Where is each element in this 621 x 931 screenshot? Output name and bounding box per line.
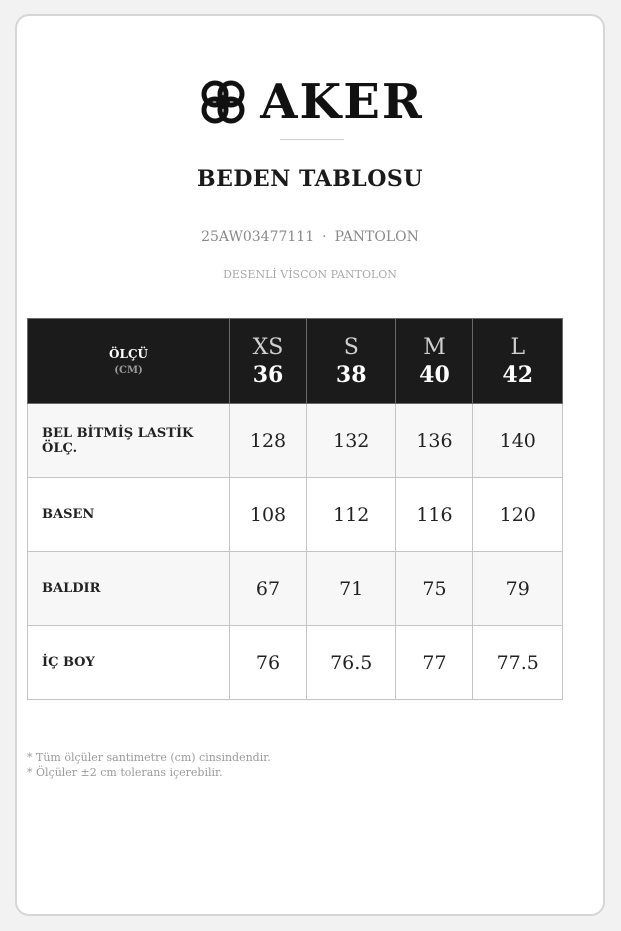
table-row — [28, 478, 563, 552]
size-column-xs — [230, 319, 307, 404]
row-label: İÇ BOY — [28, 626, 230, 700]
size-number: 40 — [419, 361, 450, 388]
product-category: PANTOLON — [334, 229, 419, 245]
table-cell: 76.5 — [307, 626, 396, 700]
size-number: 38 — [335, 361, 367, 388]
row-label: BASEN — [28, 478, 230, 552]
size-column-m — [396, 319, 473, 404]
size-column-s — [307, 319, 396, 404]
table-cell: 120 — [473, 478, 563, 552]
separator-dot: · — [322, 229, 327, 245]
size-number: 42 — [502, 361, 534, 388]
size-header-row — [28, 319, 563, 404]
size-letter: XS — [252, 334, 284, 360]
table-cell: 67 — [230, 552, 307, 626]
product-code-line — [17, 229, 603, 245]
table-cell: 77 — [396, 626, 473, 700]
footnotes — [27, 750, 271, 780]
table-cell: 76 — [230, 626, 307, 700]
table-cell: 132 — [307, 404, 396, 478]
size-letter: L — [510, 334, 526, 360]
measure-header-unit: (CM) — [114, 364, 143, 376]
size-letter: S — [343, 334, 359, 360]
product-code: 25AW03477111 — [201, 229, 315, 245]
interlaced-knot-logo-icon — [196, 75, 250, 129]
size-number: 36 — [252, 361, 284, 388]
table-row — [28, 404, 563, 478]
table-cell: 140 — [473, 404, 563, 478]
footnote: * Tüm ölçüler santimetre (cm) cinsindendir. — [27, 751, 271, 764]
row-label: BEL BİTMİŞ LASTİK ÖLÇ. — [28, 404, 230, 478]
table-row — [28, 552, 563, 626]
brand-name: AKER — [260, 74, 424, 130]
table-cell: 128 — [230, 404, 307, 478]
table-cell: 112 — [307, 478, 396, 552]
divider — [280, 139, 344, 140]
page-title: BEDEN TABLOSU — [196, 166, 424, 192]
table-cell: 79 — [473, 552, 563, 626]
measure-header-label: ÖLÇÜ — [109, 346, 148, 361]
measure-header — [28, 319, 230, 404]
size-letter: M — [423, 334, 446, 360]
product-description: DESENLİ VİSCON PANTOLON — [223, 268, 397, 281]
size-table — [27, 318, 563, 700]
row-label: BALDIR — [28, 552, 230, 626]
table-row — [28, 626, 563, 700]
table-cell: 71 — [307, 552, 396, 626]
table-cell: 136 — [396, 404, 473, 478]
table-cell: 108 — [230, 478, 307, 552]
table-cell: 77.5 — [473, 626, 563, 700]
table-cell: 75 — [396, 552, 473, 626]
table-cell: 116 — [396, 478, 473, 552]
footnote: * Ölçüler ±2 cm tolerans içerebilir. — [27, 766, 223, 779]
brand-logo — [17, 74, 603, 130]
size-column-l — [473, 319, 563, 404]
